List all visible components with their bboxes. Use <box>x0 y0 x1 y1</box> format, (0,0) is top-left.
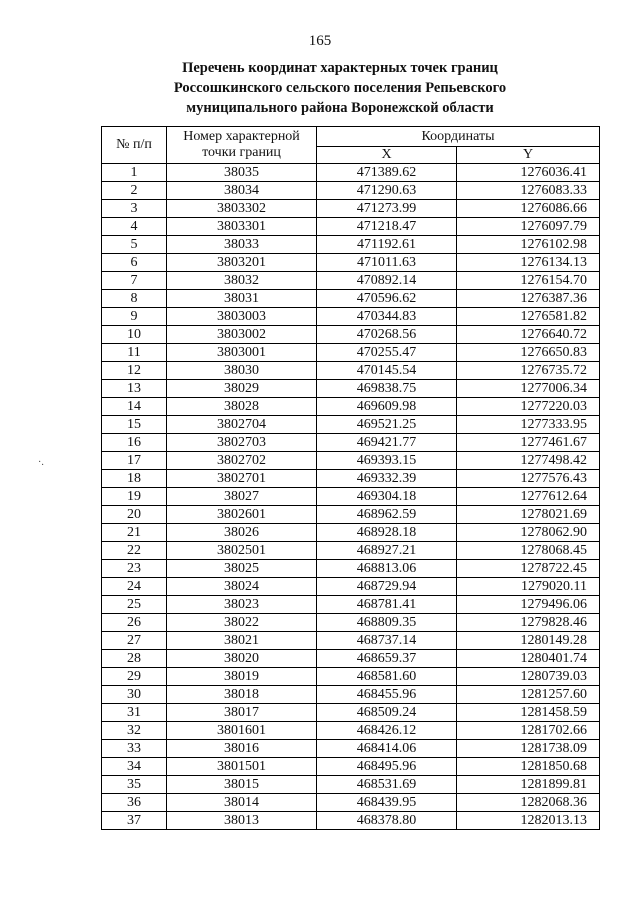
cell-x: 471011.63 <box>317 254 457 272</box>
cell-y: 1276640.72 <box>457 326 600 344</box>
table-row <box>102 812 600 830</box>
cell-point-number: 3802601 <box>167 506 317 524</box>
table-row <box>102 200 600 218</box>
cell-number: 36 <box>102 794 167 812</box>
cell-x: 468729.94 <box>317 578 457 596</box>
cell-y: 1277220.03 <box>457 398 600 416</box>
cell-x: 468962.59 <box>317 506 457 524</box>
cell-y: 1277006.34 <box>457 380 600 398</box>
table-row <box>102 182 600 200</box>
document-title <box>140 58 540 118</box>
table-row <box>102 686 600 704</box>
table-body <box>102 164 600 830</box>
table-row <box>102 614 600 632</box>
cell-x: 468659.37 <box>317 650 457 668</box>
table-row <box>102 578 600 596</box>
cell-y: 1281899.81 <box>457 776 600 794</box>
cell-x: 470892.14 <box>317 272 457 290</box>
cell-x: 468781.41 <box>317 596 457 614</box>
cell-number: 22 <box>102 542 167 560</box>
cell-x: 468509.24 <box>317 704 457 722</box>
cell-point-number: 38034 <box>167 182 317 200</box>
cell-x: 471218.47 <box>317 218 457 236</box>
table-row <box>102 416 600 434</box>
cell-x: 468495.96 <box>317 758 457 776</box>
table-row <box>102 632 600 650</box>
cell-number: 5 <box>102 236 167 254</box>
cell-point-number: 38016 <box>167 740 317 758</box>
cell-y: 1281257.60 <box>457 686 600 704</box>
cell-y: 1276134.13 <box>457 254 600 272</box>
cell-x: 469393.15 <box>317 452 457 470</box>
cell-y: 1280149.28 <box>457 632 600 650</box>
cell-x: 471273.99 <box>317 200 457 218</box>
cell-number: 37 <box>102 812 167 830</box>
cell-point-number: 3802501 <box>167 542 317 560</box>
cell-point-number: 38029 <box>167 380 317 398</box>
cell-number: 15 <box>102 416 167 434</box>
page-number: 165 <box>308 33 332 49</box>
cell-y: 1277576.43 <box>457 470 600 488</box>
cell-number: 13 <box>102 380 167 398</box>
cell-point-number: 38014 <box>167 794 317 812</box>
table-row <box>102 542 600 560</box>
cell-number: 23 <box>102 560 167 578</box>
cell-point-number: 38018 <box>167 686 317 704</box>
cell-number: 16 <box>102 434 167 452</box>
table-row <box>102 488 600 506</box>
cell-point-number: 3802703 <box>167 434 317 452</box>
title-line-2: Россошкинского сельского поселения Репьевского <box>173 80 507 96</box>
cell-y: 1281702.66 <box>457 722 600 740</box>
header-point-number: Номер характерной точки границ <box>167 127 317 164</box>
table-row <box>102 740 600 758</box>
cell-point-number: 38019 <box>167 668 317 686</box>
cell-x: 468809.35 <box>317 614 457 632</box>
cell-number: 4 <box>102 218 167 236</box>
cell-point-number: 38035 <box>167 164 317 182</box>
table-row <box>102 452 600 470</box>
cell-y: 1282068.36 <box>457 794 600 812</box>
cell-point-number: 3803302 <box>167 200 317 218</box>
cell-x: 470145.54 <box>317 362 457 380</box>
header-number: № п/п <box>102 127 167 164</box>
cell-number: 2 <box>102 182 167 200</box>
cell-y: 1281738.09 <box>457 740 600 758</box>
table-row <box>102 308 600 326</box>
cell-y: 1281850.68 <box>457 758 600 776</box>
cell-number: 34 <box>102 758 167 776</box>
cell-number: 14 <box>102 398 167 416</box>
header-coordinates: Координаты <box>317 127 600 147</box>
cell-y: 1280739.03 <box>457 668 600 686</box>
cell-point-number: 3801601 <box>167 722 317 740</box>
cell-y: 1278068.45 <box>457 542 600 560</box>
cell-point-number: 38032 <box>167 272 317 290</box>
cell-point-number: 38020 <box>167 650 317 668</box>
cell-x: 468928.18 <box>317 524 457 542</box>
table-row <box>102 524 600 542</box>
cell-x: 469304.18 <box>317 488 457 506</box>
cell-number: 8 <box>102 290 167 308</box>
table-row <box>102 326 600 344</box>
cell-x: 471389.62 <box>317 164 457 182</box>
cell-point-number: 3803002 <box>167 326 317 344</box>
cell-y: 1277498.42 <box>457 452 600 470</box>
cell-y: 1276650.83 <box>457 344 600 362</box>
title-line-3: муниципального района Воронежской области <box>186 100 494 116</box>
cell-x: 468378.80 <box>317 812 457 830</box>
cell-y: 1282013.13 <box>457 812 600 830</box>
cell-number: 32 <box>102 722 167 740</box>
table-row <box>102 758 600 776</box>
cell-point-number: 38026 <box>167 524 317 542</box>
table-row <box>102 722 600 740</box>
table-row <box>102 776 600 794</box>
cell-x: 469521.25 <box>317 416 457 434</box>
cell-y: 1277333.95 <box>457 416 600 434</box>
table-row <box>102 218 600 236</box>
scan-artifact-dot: ·. <box>38 457 44 468</box>
cell-number: 6 <box>102 254 167 272</box>
cell-point-number: 38021 <box>167 632 317 650</box>
cell-y: 1279496.06 <box>457 596 600 614</box>
cell-y: 1276581.82 <box>457 308 600 326</box>
cell-number: 20 <box>102 506 167 524</box>
cell-y: 1276036.41 <box>457 164 600 182</box>
table-row <box>102 560 600 578</box>
cell-point-number: 38028 <box>167 398 317 416</box>
cell-x: 468737.14 <box>317 632 457 650</box>
cell-x: 468531.69 <box>317 776 457 794</box>
cell-x: 469332.39 <box>317 470 457 488</box>
cell-y: 1279828.46 <box>457 614 600 632</box>
table-row <box>102 668 600 686</box>
cell-number: 26 <box>102 614 167 632</box>
cell-number: 3 <box>102 200 167 218</box>
cell-y: 1276154.70 <box>457 272 600 290</box>
coordinates-table <box>101 126 600 830</box>
cell-y: 1277461.67 <box>457 434 600 452</box>
cell-y: 1278062.90 <box>457 524 600 542</box>
cell-point-number: 38024 <box>167 578 317 596</box>
cell-number: 25 <box>102 596 167 614</box>
cell-number: 17 <box>102 452 167 470</box>
cell-y: 1278021.69 <box>457 506 600 524</box>
cell-point-number: 38030 <box>167 362 317 380</box>
cell-point-number: 38031 <box>167 290 317 308</box>
cell-point-number: 3803301 <box>167 218 317 236</box>
table-row <box>102 434 600 452</box>
cell-point-number: 3803201 <box>167 254 317 272</box>
cell-x: 468455.96 <box>317 686 457 704</box>
cell-point-number: 38025 <box>167 560 317 578</box>
table-row <box>102 380 600 398</box>
cell-number: 11 <box>102 344 167 362</box>
cell-x: 468813.06 <box>317 560 457 578</box>
cell-x: 471192.61 <box>317 236 457 254</box>
cell-y: 1276097.79 <box>457 218 600 236</box>
table-row <box>102 398 600 416</box>
cell-number: 9 <box>102 308 167 326</box>
cell-point-number: 3802701 <box>167 470 317 488</box>
cell-point-number: 38015 <box>167 776 317 794</box>
cell-x: 468426.12 <box>317 722 457 740</box>
cell-number: 7 <box>102 272 167 290</box>
table-row <box>102 272 600 290</box>
cell-x: 470268.56 <box>317 326 457 344</box>
cell-point-number: 38033 <box>167 236 317 254</box>
table-row <box>102 236 600 254</box>
cell-point-number: 38013 <box>167 812 317 830</box>
table-row <box>102 506 600 524</box>
title-line-1: Перечень координат характерных точек границ <box>182 60 498 76</box>
table-row <box>102 650 600 668</box>
table-row <box>102 290 600 308</box>
cell-x: 469421.77 <box>317 434 457 452</box>
cell-y: 1277612.64 <box>457 488 600 506</box>
table-row <box>102 704 600 722</box>
cell-number: 33 <box>102 740 167 758</box>
cell-y: 1276735.72 <box>457 362 600 380</box>
header-y: Y <box>457 147 600 164</box>
table-row <box>102 470 600 488</box>
cell-y: 1280401.74 <box>457 650 600 668</box>
cell-y: 1281458.59 <box>457 704 600 722</box>
cell-number: 31 <box>102 704 167 722</box>
table-row <box>102 794 600 812</box>
cell-x: 469609.98 <box>317 398 457 416</box>
cell-number: 19 <box>102 488 167 506</box>
cell-point-number: 38027 <box>167 488 317 506</box>
cell-number: 24 <box>102 578 167 596</box>
cell-x: 470596.62 <box>317 290 457 308</box>
cell-number: 29 <box>102 668 167 686</box>
cell-y: 1276387.36 <box>457 290 600 308</box>
cell-x: 469838.75 <box>317 380 457 398</box>
cell-x: 468439.95 <box>317 794 457 812</box>
cell-point-number: 38017 <box>167 704 317 722</box>
cell-number: 21 <box>102 524 167 542</box>
cell-point-number: 3803003 <box>167 308 317 326</box>
cell-number: 18 <box>102 470 167 488</box>
cell-x: 468581.60 <box>317 668 457 686</box>
cell-x: 471290.63 <box>317 182 457 200</box>
table-row <box>102 362 600 380</box>
cell-x: 468414.06 <box>317 740 457 758</box>
cell-y: 1279020.11 <box>457 578 600 596</box>
cell-y: 1276083.33 <box>457 182 600 200</box>
cell-x: 468927.21 <box>317 542 457 560</box>
cell-point-number: 38022 <box>167 614 317 632</box>
cell-x: 470344.83 <box>317 308 457 326</box>
table-row <box>102 596 600 614</box>
cell-point-number: 3801501 <box>167 758 317 776</box>
cell-y: 1278722.45 <box>457 560 600 578</box>
header-x: X <box>317 147 457 164</box>
cell-number: 27 <box>102 632 167 650</box>
cell-point-number: 3802702 <box>167 452 317 470</box>
table-row <box>102 344 600 362</box>
cell-number: 12 <box>102 362 167 380</box>
cell-point-number: 3802704 <box>167 416 317 434</box>
table-row <box>102 254 600 272</box>
cell-x: 470255.47 <box>317 344 457 362</box>
cell-point-number: 3803001 <box>167 344 317 362</box>
cell-number: 30 <box>102 686 167 704</box>
cell-number: 28 <box>102 650 167 668</box>
cell-number: 35 <box>102 776 167 794</box>
cell-number: 10 <box>102 326 167 344</box>
cell-number: 1 <box>102 164 167 182</box>
cell-y: 1276086.66 <box>457 200 600 218</box>
cell-point-number: 38023 <box>167 596 317 614</box>
cell-y: 1276102.98 <box>457 236 600 254</box>
table-row <box>102 164 600 182</box>
